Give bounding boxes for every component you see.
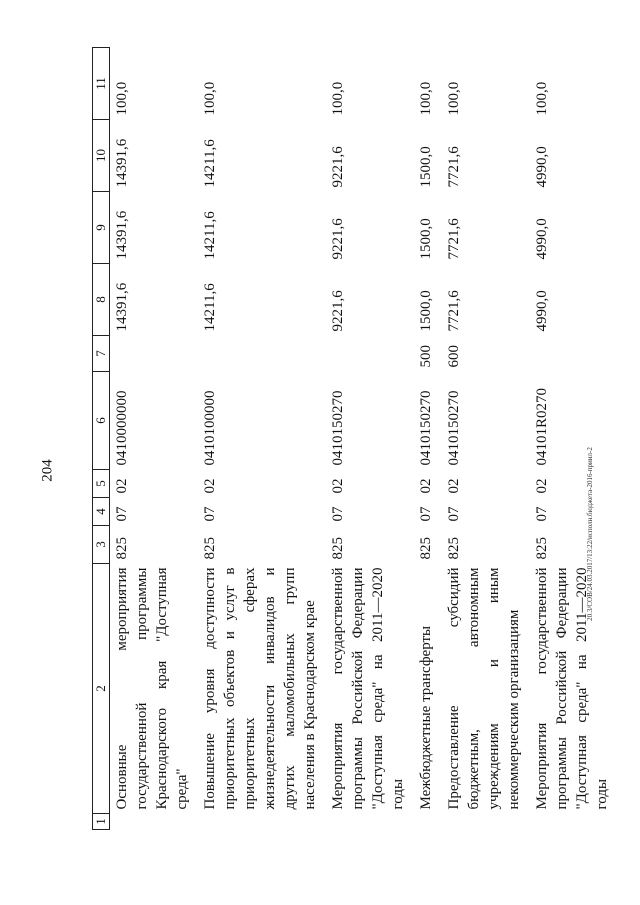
row-admin-code: 825 — [534, 537, 550, 560]
row-subsection: 02 — [114, 478, 130, 494]
row-target-code: 0410150270 — [418, 390, 434, 466]
row-value-8: 14211,6 — [202, 283, 218, 332]
budget-table-frame — [92, 48, 612, 830]
row-value-10: 7721,6 — [446, 146, 462, 188]
row-subsection: 02 — [446, 478, 462, 494]
row-admin-code: 825 — [114, 537, 130, 560]
row-target-code: 0410150270 — [330, 390, 346, 466]
row-section: 07 — [534, 506, 550, 522]
row-value-10: 9221,6 — [330, 146, 346, 188]
table-row — [194, 48, 322, 830]
table-row — [438, 48, 526, 830]
row-section: 07 — [330, 506, 346, 522]
row-value-8: 1500,0 — [418, 290, 434, 332]
table-row — [110, 48, 195, 830]
row-description: Основные мероприятия государственной программы Краснодарского края "Доступная среда" — [114, 567, 190, 810]
row-description: Повышение уровня доступности приоритетных объектов и услуг в приоритетных сферах жизнедеятельности инвалидов и других маломобильных групп населения в Краснодарском крае — [202, 567, 318, 810]
row-section: 07 — [418, 506, 434, 522]
col-header-6: 6 — [93, 372, 110, 470]
row-description: Межбюджетные трансферты — [418, 625, 434, 810]
row-value-9: 14391,6 — [114, 210, 130, 260]
row-subsection: 02 — [534, 478, 550, 494]
row-value-10: 14391,6 — [114, 138, 130, 188]
row-expense-type — [110, 336, 195, 372]
row-value-10: 14211,6 — [202, 139, 218, 188]
col-header-2: 2 — [93, 564, 110, 814]
row-target-code: 0410150270 — [446, 390, 462, 466]
row-percent: 100,0 — [114, 81, 130, 116]
row-target-code: 0410100000 — [202, 390, 218, 466]
table-row — [322, 48, 410, 830]
row-description: Предоставление субсидий бюджетным, автономным учреждениям и иным некоммерческим организациям — [446, 567, 522, 810]
col-header-5: 5 — [93, 470, 110, 498]
row-target-code: 0410000000 — [114, 390, 130, 466]
row-expense-type: 600 — [446, 345, 462, 368]
col-header-8: 8 — [93, 264, 110, 336]
row-admin-code: 825 — [418, 537, 434, 560]
row-value-9: 9221,6 — [330, 218, 346, 260]
row-expense-type: 500 — [418, 345, 434, 368]
row-value-9: 14211,6 — [202, 211, 218, 260]
row-subsection: 02 — [202, 478, 218, 494]
row-admin-code: 825 — [330, 537, 346, 560]
row-value-9: 1500,0 — [418, 218, 434, 260]
row-value-10: 4990,0 — [534, 146, 550, 188]
col-header-11: 11 — [93, 48, 110, 120]
row-value-8: 9221,6 — [330, 290, 346, 332]
row-value-9: 7721,6 — [446, 218, 462, 260]
row-admin-code: 825 — [202, 537, 218, 560]
document-stamp: 20.3/СОВ/24.03.2017/13:22/исполн.бюджета-2016-приил-2 — [586, 447, 594, 621]
row-expense-type — [194, 336, 322, 372]
row-value-8: 7721,6 — [446, 290, 462, 332]
row-section: 07 — [202, 506, 218, 522]
col-header-10: 10 — [93, 120, 110, 192]
page-number: 204 — [39, 459, 56, 482]
col-header-9: 9 — [93, 192, 110, 264]
row-percent: 100,0 — [330, 81, 346, 116]
row-value-10: 1500,0 — [418, 146, 434, 188]
row-subsection: 02 — [418, 478, 434, 494]
col-header-4: 4 — [93, 498, 110, 526]
row-expense-type — [526, 336, 614, 372]
row-description: Мероприятия государственной программы Российской Федерации "Доступная среда" на 2011—2020 годы — [534, 567, 610, 810]
budget-table — [92, 47, 614, 830]
row-expense-type — [322, 336, 410, 372]
row-percent: 100,0 — [534, 81, 550, 116]
row-section: 07 — [446, 506, 462, 522]
row-subsection: 02 — [330, 478, 346, 494]
row-target-code: 04101R0270 — [534, 387, 550, 466]
table-row — [410, 48, 438, 830]
row-description: Мероприятия государственной программы Российской Федерации "Доступная среда" на 2011—2020 годы — [330, 567, 406, 810]
col-header-3: 3 — [93, 526, 110, 564]
col-header-1: 1 — [93, 814, 110, 830]
row-value-8: 14391,6 — [114, 282, 130, 332]
row-section: 07 — [114, 506, 130, 522]
col-header-7: 7 — [93, 336, 110, 372]
row-percent: 100,0 — [418, 81, 434, 116]
row-percent: 100,0 — [446, 81, 462, 116]
row-percent: 100,0 — [202, 81, 218, 116]
row-admin-code: 825 — [446, 537, 462, 560]
table-row — [526, 48, 614, 830]
header-row — [93, 48, 110, 830]
row-value-8: 4990,0 — [534, 290, 550, 332]
row-value-9: 4990,0 — [534, 218, 550, 260]
